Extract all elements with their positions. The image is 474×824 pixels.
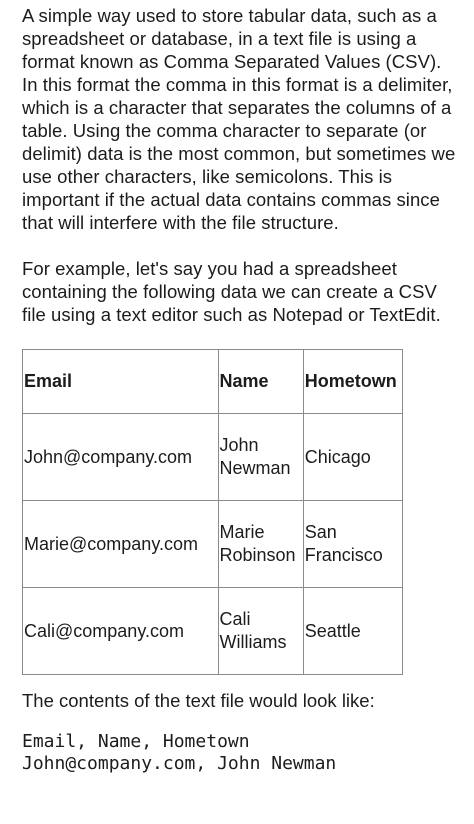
- cell-name: John Newman: [218, 414, 303, 501]
- header-hometown: Hometown: [303, 350, 402, 414]
- header-name: Name: [218, 350, 303, 414]
- contents-intro: The contents of the text file would look like:: [22, 690, 375, 711]
- csv-example-table: [22, 349, 403, 675]
- table-row: [23, 588, 403, 675]
- code-line: John@company.com, John Newman: [22, 752, 337, 774]
- article-body: [22, 4, 462, 775]
- cell-email: John@company.com: [23, 414, 219, 501]
- header-email: Email: [23, 350, 219, 414]
- example-paragraph: For example, let's say you had a spreadsheet containing the following data we can create a CSV file using a text editor such as Notepad or TextEdit.: [22, 258, 441, 325]
- cell-hometown: Seattle: [303, 588, 402, 675]
- table-row: [23, 501, 403, 588]
- cell-name: Cali Williams: [218, 588, 303, 675]
- cell-name: Marie Robinson: [218, 501, 303, 588]
- cell-hometown: San Francisco: [303, 501, 402, 588]
- cell-email: Marie@company.com: [23, 501, 219, 588]
- table-header-row: [23, 350, 403, 414]
- cell-hometown: Chicago: [303, 414, 402, 501]
- csv-code-block: [22, 731, 462, 775]
- cell-email: Cali@company.com: [23, 588, 219, 675]
- table-row: [23, 414, 403, 501]
- intro-paragraph: A simple way used to store tabular data, such as a spreadsheet or database, in a text file is using a format known as Comma Separated Values (CSV). In this format the comma in this format is a delimiter, which is a character that separates the columns of a table. Using the comma character to separate (or delimit) data is the most common, but sometimes we use other characters, like semicolons. This is important if the actual data contains commas since that will interfere with the file structure.: [22, 5, 456, 233]
- code-line: Email, Name, Hometown: [22, 730, 250, 752]
